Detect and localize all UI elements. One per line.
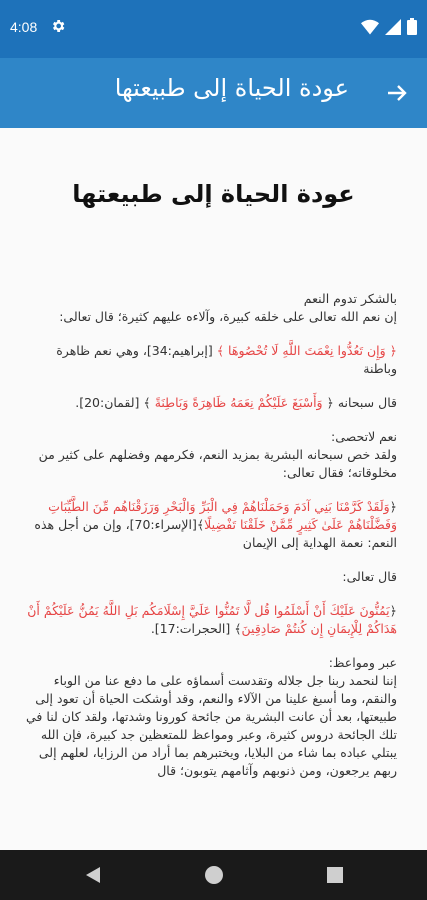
article-body — [22, 290, 397, 796]
wifi-icon — [361, 19, 379, 35]
article-title: عودة الحياة إلى طبيعتها — [72, 180, 355, 208]
text: ﴿ — [389, 499, 397, 514]
text: قال تعالى: — [342, 569, 397, 584]
status-time: 4:08 — [10, 19, 38, 35]
paragraph-3 — [22, 394, 397, 412]
quran-verse: وَأَسْبَغَ عَلَيْكُمْ نِعَمَهُ ظَاهِرَةً وَبَاطِنَةً — [154, 395, 323, 410]
signal-icon — [385, 19, 401, 35]
section-heading: نعم لاتحصى: — [331, 429, 397, 444]
paragraph-7 — [22, 602, 397, 638]
recents-square-icon[interactable] — [324, 864, 346, 886]
gear-icon — [50, 18, 66, 34]
line: بالشكر تدوم النعم — [303, 291, 397, 306]
paragraph-5 — [22, 498, 397, 552]
text: قال سبحانه ﴿ — [322, 395, 397, 410]
line: إن نعم الله تعالى على خلقه كبيرة، وآلاءه عليهم كثيرة؛ قال تعالى: — [59, 309, 397, 324]
back-triangle-icon[interactable] — [82, 864, 104, 886]
quran-verse: يَمُنُّونَ عَلَيْكَ أَنْ أَسْلَمُوا قُل لَّا تَمُنُّوا عَلَيَّ إِسْلَامَكُم بَلِ اللَّهُ يَمُنُّ عَلَيْكُمْ أَنْ هَدَاكُمْ لِلْإِيمَانِ إِن كُنتُمْ صَادِقِينَ — [27, 603, 397, 636]
app-bar — [0, 58, 427, 128]
battery-icon — [407, 18, 417, 35]
paragraph-6 — [22, 568, 397, 586]
verse-reference: ﴾ [لقمان:20]. — [75, 395, 155, 410]
quran-verse: وَلَقَدْ كَرَّمْنَا بَنِي آدَمَ وَحَمَلْنَاهُمْ فِي الْبَرِّ وَالْبَحْرِ وَرَزَقْنَاهُم مِّنَ الطَّيِّبَاتِ وَفَضَّلْنَاهُمْ عَلَىٰ كَثِيرٍ مِّمَّنْ خَلَقْنَا تَفْضِيلًا — [48, 499, 397, 532]
home-circle-icon[interactable] — [203, 864, 225, 886]
text: ﴿ — [389, 603, 397, 618]
section-heading: عبر ومواعظ: — [328, 655, 397, 670]
paragraph-1 — [22, 290, 397, 326]
back-arrow-icon[interactable] — [385, 81, 409, 105]
text: ولقد خص سبحانه البشرية بمزيد النعم، فكرمهم وفضلهم على كثير من مخلوقاته؛ فقال تعالى: — [38, 447, 397, 480]
article-view[interactable] — [0, 128, 427, 850]
paragraph-8 — [22, 654, 397, 780]
verse-reference: ﴾ [الحجرات:17]. — [150, 621, 242, 636]
verse-reference: [إبراهيم:34]، وهي نعم ظاهرة وباطنة — [56, 343, 397, 376]
app-bar-title: عودة الحياة إلى طبيعتها — [114, 74, 349, 102]
status-bar — [0, 0, 427, 58]
quran-verse: ﴿ وَإِن تَعُدُّوا نِعْمَتَ اللَّهِ لَا تُحْصُوهَا ﴾ — [216, 343, 397, 358]
paragraph-4 — [22, 428, 397, 482]
navigation-bar — [0, 850, 427, 900]
paragraph-2 — [22, 342, 397, 378]
text: إننا لنحمد ربنا جل جلاله وتقدست أسماؤه على ما دفع عنا من الوباء والنقم، وما أسبغ علينا من الآلاء والنعم، وقد أوشكت الحياة أن تعود إلى طبيعتها، بعد أن عانت البشرية من جائحة كورونا وشدتها، ولقد كان لنا في تلك الجائحة دروس كثيرة، وعبر ومواعظ للمتعظين جد كبيرة، فإن الله يبتلي عباده بما شاء من البلايا، ويختبرهم بما أراد من الرزايا، لعلهم إلى ربهم يرجعون، ومن ذنوبهم وآثامهم يتوبون؛ قال — [26, 673, 397, 778]
verse-reference: ﴾[الإسراء:70]، وإن من أجل هذه النعم: نعمة الهداية إلى الإيمان — [34, 517, 397, 550]
